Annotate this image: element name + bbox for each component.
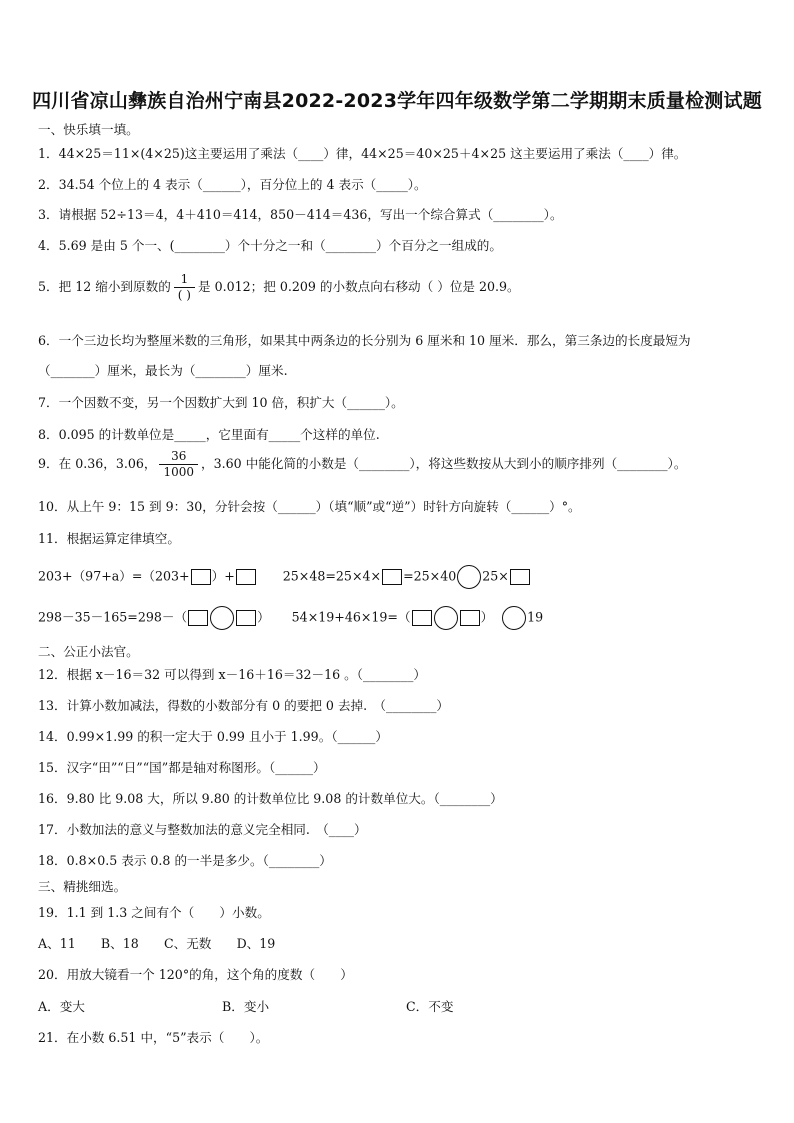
answer-circle[interactable] bbox=[457, 565, 481, 589]
question-19: 19．1.1 到 1.3 之间有个（ ）小数。 bbox=[38, 905, 270, 920]
question-6-line-1: 6．一个三边长均为整厘米数的三角形，如果其中两条边的长分别为 6 厘米和 10 厘米．那么，第三条边的长度最短为 bbox=[38, 333, 691, 348]
expr-text: 54×19+46×19=（ bbox=[291, 609, 411, 625]
expr-text: 298－35－165=298－（ bbox=[38, 609, 188, 625]
question-7: 7．一个因数不变，另一个因数扩大到 10 倍，积扩大（______）。 bbox=[38, 395, 404, 410]
answer-box[interactable] bbox=[412, 610, 432, 626]
question-13: 13．计算小数加减法，得数的小数部分有 0 的要把 0 去掉. （________） bbox=[38, 698, 449, 713]
expr-text: =25×40 bbox=[403, 568, 457, 584]
question-20: 20．用放大镜看一个 120°的角，这个角的度数（ ） bbox=[38, 967, 353, 982]
answer-box[interactable] bbox=[191, 569, 211, 585]
answer-box[interactable] bbox=[382, 569, 402, 585]
question-14: 14．0.99×1.99 的积一定大于 0.99 且小于 1.99。（______） bbox=[38, 729, 388, 744]
question-4: 4．5.69 是由 5 个一、(________）个十分之一和（________）个百分之一组成的。 bbox=[38, 238, 502, 253]
page-title: 四川省凉山彝族自治州宁南县2022-2023学年四年级数学第二学期期末质量检测试题 bbox=[32, 90, 762, 112]
question-20-option-b: B．变小 bbox=[222, 999, 270, 1014]
answer-circle[interactable] bbox=[210, 606, 234, 630]
question-3: 3．请根据 52÷13＝4，4＋410＝414，850－414＝436，写出一个综合算式（________）。 bbox=[38, 207, 563, 222]
expr-text: 25× bbox=[482, 568, 509, 584]
question-11-row-2 bbox=[38, 606, 543, 630]
section-heading: 二、公正小法官。 bbox=[38, 644, 139, 659]
question-18: 18．0.8×0.5 表示 0.8 的一半是多少。（________） bbox=[38, 853, 332, 868]
question-19-options: A、11 B、18 C、无数 D、19 bbox=[38, 936, 276, 951]
fraction-numerator: 36 bbox=[171, 449, 187, 463]
expr-text: 19 bbox=[527, 609, 544, 625]
expr-text: ） bbox=[480, 609, 494, 625]
question-15: 15．汉字“田”“日”“国”都是轴对称图形。（______） bbox=[38, 760, 326, 775]
question-5-text-b: 是 0.012；把 0.209 的小数点向右移动（ ）位是 20.9。 bbox=[197, 279, 520, 294]
answer-circle[interactable] bbox=[502, 606, 526, 630]
question-17: 17．小数加法的意义与整数加法的意义完全相同. （____） bbox=[38, 822, 367, 837]
answer-box[interactable] bbox=[188, 610, 208, 626]
expr-text: 25×48=25×4× bbox=[282, 568, 382, 584]
question-16: 16．9.80 比 9.08 大，所以 9.80 的计数单位比 9.08 的计数单位大。（________） bbox=[38, 791, 503, 806]
question-8: 8．0.095 的计数单位是_____，它里面有_____个这样的单位. bbox=[38, 427, 380, 442]
answer-box[interactable] bbox=[510, 569, 530, 585]
question-11: 11．根据运算定律填空。 bbox=[38, 531, 180, 546]
answer-box[interactable] bbox=[236, 610, 256, 626]
answer-box[interactable] bbox=[236, 569, 256, 585]
question-6-line-2: （_______）厘米，最长为（________）厘米. bbox=[38, 363, 288, 378]
answer-box[interactable] bbox=[460, 610, 480, 626]
question-11-row-1 bbox=[38, 565, 531, 589]
question-2: 2．34.54 个位上的 4 表示（______），百分位上的 4 表示（_____）。 bbox=[38, 177, 427, 192]
expr-text: 203+（97+a）=（203+ bbox=[38, 568, 190, 584]
question-9-text-a: 9．在 0.36，3.06， bbox=[38, 456, 157, 471]
fraction-denominator: 1000 bbox=[163, 465, 195, 479]
section-heading: 一、快乐填一填。 bbox=[38, 122, 139, 137]
fraction-denominator: ( ) bbox=[177, 288, 191, 302]
fraction-numerator: 1 bbox=[180, 272, 189, 286]
question-5 bbox=[38, 272, 520, 303]
answer-circle[interactable] bbox=[434, 606, 458, 630]
section-heading: 三、精挑细选。 bbox=[38, 879, 127, 894]
fraction bbox=[159, 449, 198, 480]
question-5-text-a: 5．把 12 缩小到原数的 bbox=[38, 279, 171, 294]
question-20-option-c: C．不变 bbox=[406, 999, 454, 1014]
question-12: 12．根据 x－16＝32 可以得到 x－16＋16＝32－16 。（________） bbox=[38, 667, 426, 682]
question-1: 1．44×25＝11×(4×25)这主要运用了乘法（____）律，44×25＝40×25＋4×25 这主要运用了乘法（____）律。 bbox=[38, 146, 687, 161]
question-10: 10．从上午 9：15 到 9：30，分针会按（______）（填“顺”或“逆”）时针方向旋转（______）°。 bbox=[38, 499, 581, 514]
question-9-text-b: ，3.60 中能化简的小数是（________），将这些数按从大到小的顺序排列（________）。 bbox=[201, 456, 687, 471]
expr-text: ） bbox=[257, 609, 270, 625]
expr-text: ）+ bbox=[211, 568, 235, 584]
question-9 bbox=[38, 449, 686, 480]
question-20-option-a: A．变大 bbox=[38, 999, 85, 1014]
question-21: 21．在小数 6.51 中，“5”表示（ ）。 bbox=[38, 1030, 269, 1045]
fraction bbox=[174, 272, 195, 303]
